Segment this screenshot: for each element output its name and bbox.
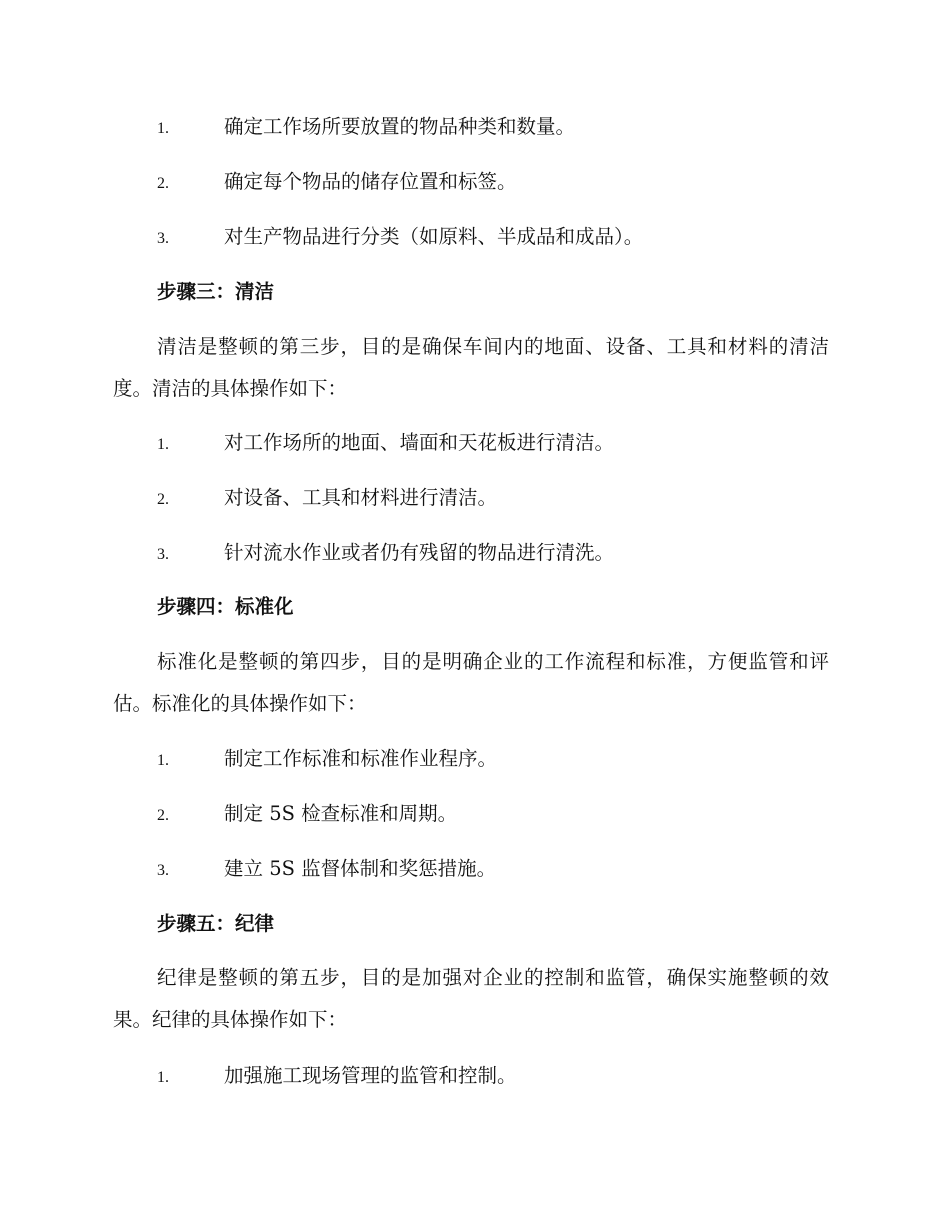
list-text: 对设备、工具和材料进行清洁。 [224,486,498,509]
section-paragraph-step5: 纪律是整顿的第五步，目的是加强对企业的控制和监管，确保实施整顿的效果。纪律的具体操作如下： [113,966,829,1031]
list-text: 确定工作场所要放置的物品种类和数量。 [224,115,576,138]
list-text: 制定 5S 检查标准和周期。 [224,802,458,825]
list-text: 建立 5S 监督体制和奖惩措施。 [224,857,497,880]
list-number: 1. [157,752,169,769]
list-item [0,854,950,884]
section-heading-step5: 步骤五：纪律 [157,912,275,935]
list-number: 1. [157,436,169,453]
list-number: 3. [157,230,169,247]
list-text: 制定工作标准和标准作业程序。 [224,747,498,770]
section-heading-step3: 步骤三：清洁 [157,280,275,303]
list-item [0,112,950,142]
list-item [0,799,950,829]
list-number: 3. [157,862,169,879]
section-paragraph-step4: 标准化是整顿的第四步，目的是明确企业的工作流程和标准，方便监管和评估。标准化的具体操作如下： [113,650,829,715]
list-number: 1. [157,1069,169,1086]
list-item [0,538,950,568]
list-text: 加强施工现场管理的监管和控制。 [224,1064,517,1087]
list-text: 对生产物品进行分类（如原料、半成品和成品）。 [224,225,644,248]
list-item [0,428,950,458]
list-text: 针对流水作业或者仍有残留的物品进行清洗。 [224,541,615,564]
list-number: 2. [157,175,169,192]
list-item [0,167,950,197]
section-heading-step4: 步骤四：标准化 [157,595,294,618]
list-number: 3. [157,546,169,563]
section-paragraph-step3: 清洁是整顿的第三步，目的是确保车间内的地面、设备、工具和材料的清洁度。清洁的具体操作如下： [113,335,829,400]
list-item [0,744,950,774]
list-number: 2. [157,491,169,508]
list-number: 2. [157,807,169,824]
list-item [0,1061,950,1091]
list-text: 对工作场所的地面、墙面和天花板进行清洁。 [224,431,615,454]
list-item [0,222,950,252]
list-number: 1. [157,120,169,137]
list-item [0,483,950,513]
list-text: 确定每个物品的储存位置和标签。 [224,170,517,193]
